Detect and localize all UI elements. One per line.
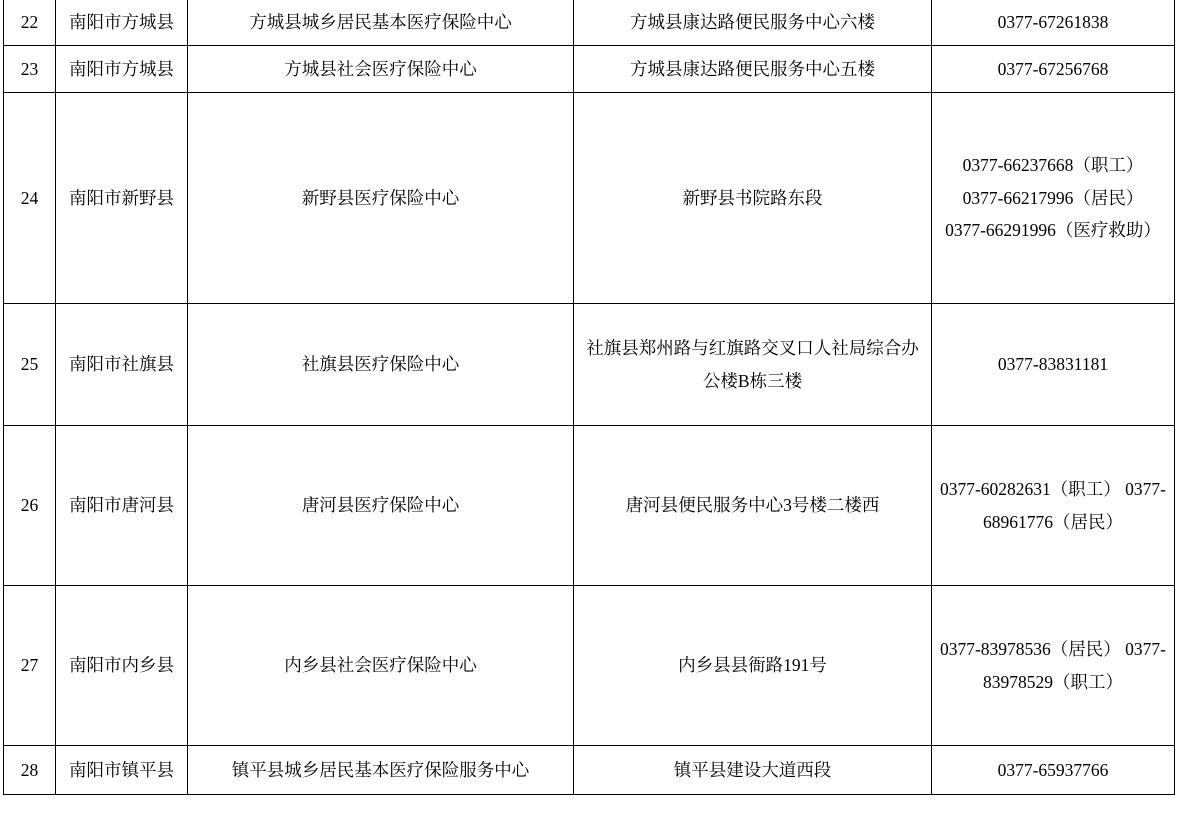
row-agency: 唐河县医疗保险中心: [188, 426, 574, 586]
row-number: 27: [4, 586, 56, 746]
table-row: [4, 304, 1175, 426]
table-row: [4, 93, 1175, 304]
row-agency: 镇平县城乡居民基本医疗保险服务中心: [188, 746, 574, 795]
row-address: 内乡县县衙路191号: [574, 586, 932, 746]
row-phone: 0377-67256768: [932, 46, 1175, 93]
row-number: 26: [4, 426, 56, 586]
row-region: 南阳市内乡县: [56, 586, 188, 746]
table-row: [4, 0, 1175, 46]
row-region: 南阳市新野县: [56, 93, 188, 304]
table-row: [4, 46, 1175, 93]
row-address: 新野县书院路东段: [574, 93, 932, 304]
row-number: 23: [4, 46, 56, 93]
row-region: 南阳市社旗县: [56, 304, 188, 426]
row-region: 南阳市镇平县: [56, 746, 188, 795]
table-row: [4, 426, 1175, 586]
row-address: 社旗县郑州路与红旗路交叉口人社局综合办公楼B栋三楼: [574, 304, 932, 426]
phone-line: 0377-66217996（居民）: [962, 187, 1144, 208]
row-agency: 新野县医疗保险中心: [188, 93, 574, 304]
row-address: 唐河县便民服务中心3号楼二楼西: [574, 426, 932, 586]
table-row: [4, 586, 1175, 746]
phone-line: 0377-66237668（职工）: [962, 155, 1144, 176]
row-phone: 0377-60282631（职工） 0377-68961776（居民）: [932, 426, 1175, 586]
row-phone: 0377-67261838: [932, 0, 1175, 46]
row-address: 镇平县建设大道西段: [574, 746, 932, 795]
row-agency: 方城县城乡居民基本医疗保险中心: [188, 0, 574, 46]
row-number: 25: [4, 304, 56, 426]
row-region: 南阳市方城县: [56, 0, 188, 46]
row-number: 22: [4, 0, 56, 46]
row-phone: 0377-83978536（居民） 0377-83978529（职工）: [932, 586, 1175, 746]
table-row: [4, 746, 1175, 795]
row-agency: 社旗县医疗保险中心: [188, 304, 574, 426]
row-number: 24: [4, 93, 56, 304]
row-agency: 内乡县社会医疗保险中心: [188, 586, 574, 746]
row-phone: 0377-65937766: [932, 746, 1175, 795]
agency-contact-table: [3, 0, 1175, 795]
row-address: 方城县康达路便民服务中心五楼: [574, 46, 932, 93]
phone-line: 0377-66291996（医疗救助）: [945, 220, 1161, 241]
row-address: 方城县康达路便民服务中心六楼: [574, 0, 932, 46]
row-agency: 方城县社会医疗保险中心: [188, 46, 574, 93]
row-phone: [932, 93, 1175, 304]
row-region: 南阳市方城县: [56, 46, 188, 93]
row-region: 南阳市唐河县: [56, 426, 188, 586]
row-phone: 0377-83831181: [932, 304, 1175, 426]
row-number: 28: [4, 746, 56, 795]
